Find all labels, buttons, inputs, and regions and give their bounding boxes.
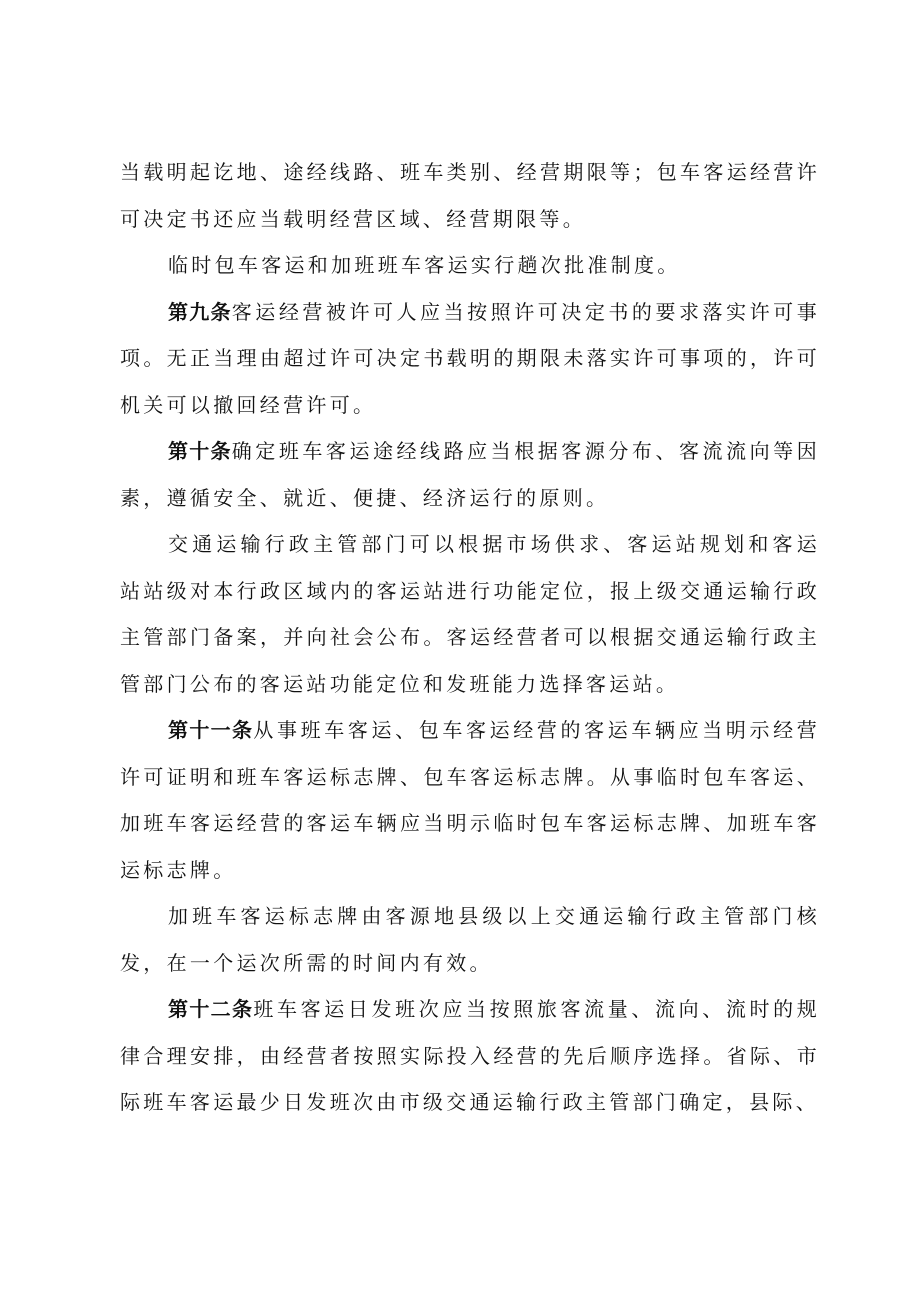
- article-12-paragraph: [120, 986, 820, 1126]
- document-body: [120, 149, 820, 1126]
- paragraph-text: 临时包车客运和加班班车客运实行趟次批准制度。: [168, 253, 681, 277]
- paragraph-text: 班车客运日发班次应当按照旅客流量、流向、流时的规律合理安排，由经营者按照实际投入经营的先后顺序选择。省际、市际班车客运最少日发班次由市级交通运输行政主管部门确定，县际、: [120, 997, 821, 1114]
- article-10-paragraph: [120, 428, 820, 521]
- article-11-paragraph: [120, 707, 820, 893]
- paragraph-2: [120, 242, 820, 289]
- paragraph-text: 确定班车客运途经线路应当根据客源分布、客流流向等因素，遵循安全、就近、便捷、经济运行的原则。: [120, 439, 821, 510]
- paragraph-text: 交通运输行政主管部门可以根据市场供求、客运站规划和客运站站级对本行政区域内的客运站进行功能定位，报上级交通运输行政主管部门备案，并向社会公布。客运经营者可以根据交通运输行政主管部门公布的客运站功能定位和发班能力选择客运站。: [120, 532, 820, 696]
- paragraph-text: 客运经营被许可人应当按照许可决定书的要求落实许可事项。无正当理由超过许可决定书载明的期限未落实许可事项的，许可机关可以撤回经营许可。: [120, 299, 821, 417]
- paragraph-text: 当载明起讫地、途经线路、班车类别、经营期限等；包车客运经营许可决定书还应当载明经营区域、经营期限等。: [120, 160, 820, 231]
- article-number: 第九条: [168, 299, 232, 324]
- article-number: 第十一条: [168, 718, 254, 742]
- paragraph-5: [120, 521, 820, 707]
- article-number: 第十二条: [168, 997, 254, 1021]
- paragraph-text: 加班车客运标志牌由客源地县级以上交通运输行政主管部门核发，在一个运次所需的时间内有效。: [120, 904, 820, 975]
- article-9-paragraph: [120, 289, 820, 429]
- paragraph-text: 从事班车客运、包车客运经营的客运车辆应当明示经营许可证明和班车客运标志牌、包车客运标志牌。从事临时包车客运、加班车客运经营的客运车辆应当明示临时包车客运标志牌、加班车客运标志牌。: [120, 718, 821, 882]
- paragraph-7: [120, 893, 820, 986]
- paragraph-1: [120, 149, 820, 242]
- article-number: 第十条: [168, 439, 232, 463]
